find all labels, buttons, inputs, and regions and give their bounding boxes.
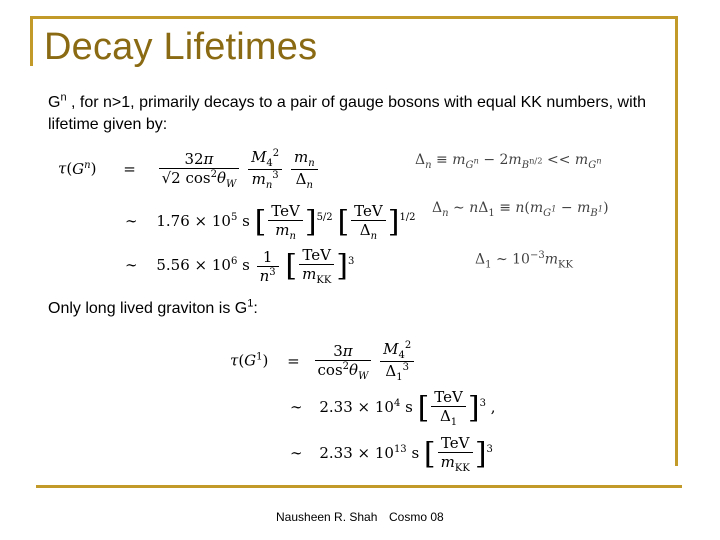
frame-left-rule xyxy=(30,16,33,66)
frame-top-rule xyxy=(30,16,678,19)
equation-delta-1: $\Delta_1$ ∼ $10^{-3}m_{KK}$ xyxy=(475,250,573,271)
section2-colon: : xyxy=(253,300,258,317)
section2-text xyxy=(48,297,258,318)
equation-g1-approx-2: ∼ $2.33 \times 10^{13}$ s [ $\frac{\text{TeV}}{m_{KK}}$ ]$^3$ xyxy=(290,434,493,474)
intro-n-sup: n xyxy=(60,91,67,104)
equation-delta-n-approx: $\Delta_n$ ∼ $n\Delta_1 \equiv n(m_{G^1} - m_{B^1})$ xyxy=(432,200,609,219)
footer-event: Cosmo 08 xyxy=(389,510,444,524)
slide-title: Decay Lifetimes xyxy=(44,26,318,68)
intro-g: G xyxy=(48,94,61,111)
section2-sup: 1 xyxy=(247,297,254,310)
intro-rest: , for n>1, primarily decays to a pair of gauge bosons with equal KK numbers, with lifetime given by: xyxy=(48,94,646,133)
frame-right-rule xyxy=(675,16,678,466)
footer-author: Nausheen R. Shah xyxy=(276,510,378,524)
equation-g1-approx-1: ∼ $2.33 \times 10^4$ s [ $\frac{\text{TeV}}{\Delta_1}$ ]$^3$ , xyxy=(290,388,496,428)
intro-paragraph xyxy=(48,92,648,136)
equation-delta-n-def: $\Delta_n \equiv m_{G^n} - 2m_{B^{n/2}} << m_{G^n}$ xyxy=(415,152,602,171)
frame-bottom-rule xyxy=(36,485,682,488)
equation-tau-gn: $\tau(G^n)$ = $\frac{32\pi}{√2 \cos^2\theta_W}$ $\frac{M_4^2}{m_n^3}$ $\frac{m_n}{\Delta_n}$ xyxy=(58,148,320,191)
equation-approx-2: ∼ $5.56 \times 10^6$ s $\frac{1}{n^3}$ [ $\frac{\text{TeV}}{m_{KK}}$ ]$^3$ xyxy=(125,246,355,286)
equation-approx-1: ∼ $1.76 \times 10^5$ s [ $\frac{\text{TeV}}{m_n}$ ]$^{5/2}$ [ $\frac{\text{TeV}}{\Delta_n}$ ]$^{1/2}$ xyxy=(125,202,416,242)
equation-tau-g1: $\tau(G^1)$ = $\frac{3\pi}{\cos^2\theta_W}$ $\frac{M_4^2}{\Delta_1^3}$ xyxy=(230,340,416,383)
section2-label: Only long lived graviton is G xyxy=(48,300,248,317)
